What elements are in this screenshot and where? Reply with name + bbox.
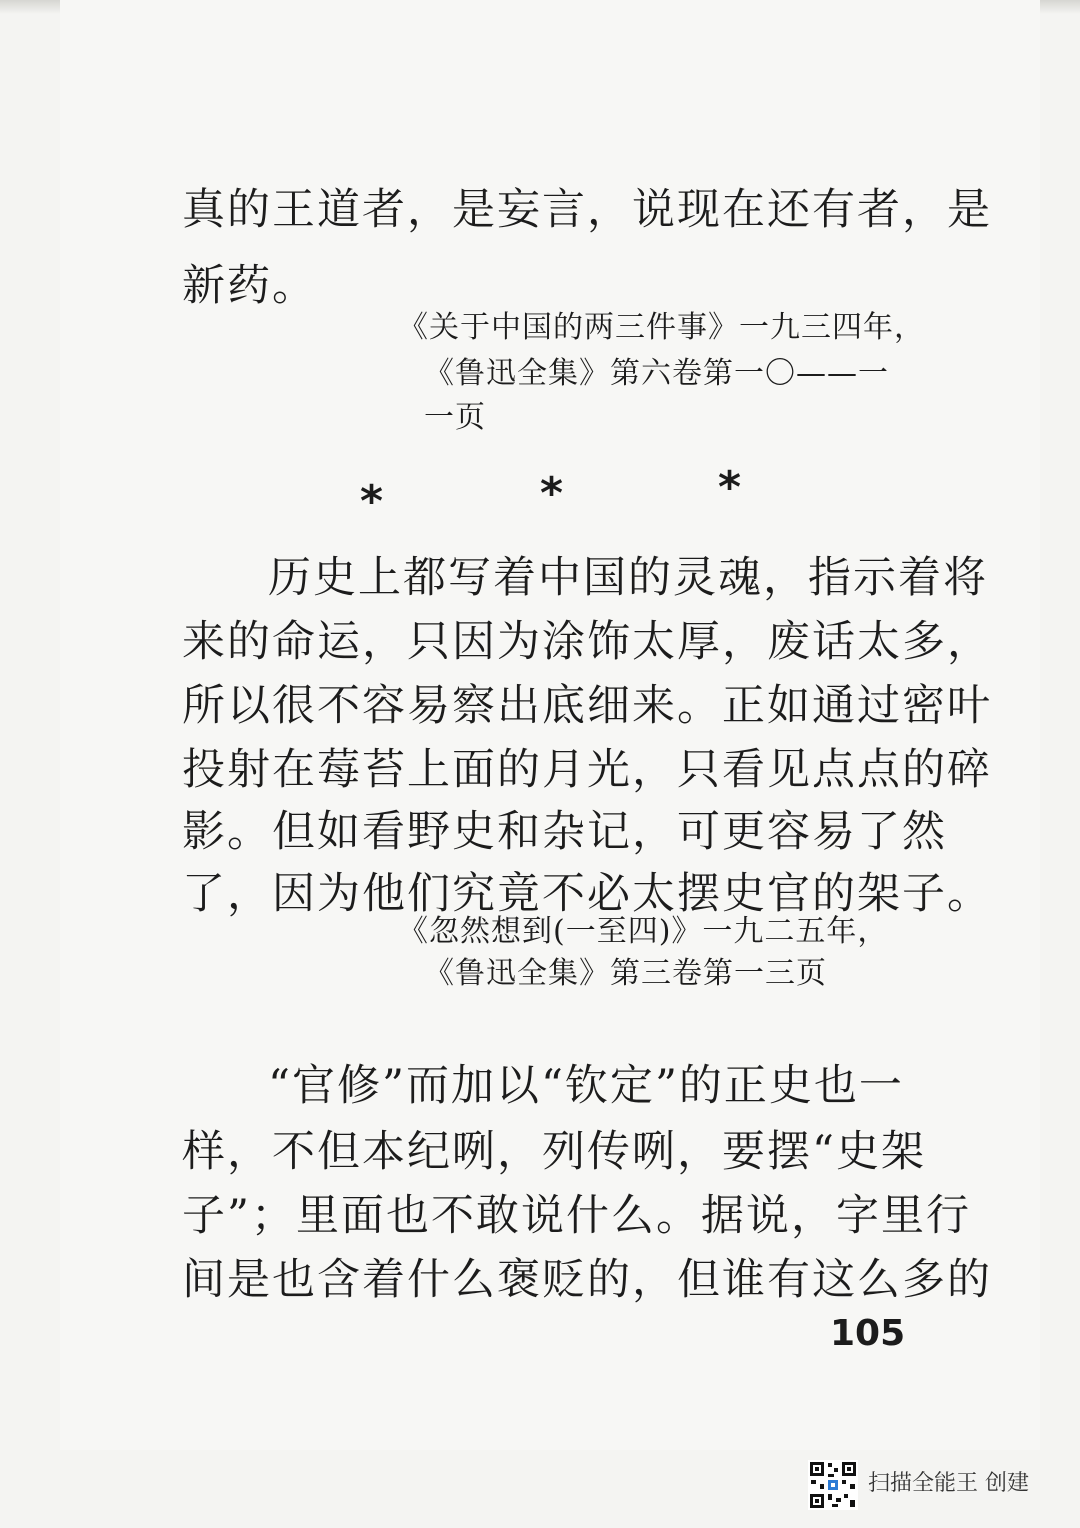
citation-line: 一页 — [424, 400, 486, 435]
body-text-line: 子”；里面也不敢说什么。据说，字里行 — [182, 1191, 971, 1241]
body-text-line: 间是也含着什么褒贬的，但谁有这么多的 — [182, 1255, 992, 1305]
asterisk-icon: * — [718, 462, 742, 513]
citation-line: 《关于中国的两三件事》一九三四年， — [398, 310, 925, 345]
citation-line: 《鲁迅全集》第六卷第一〇——一 — [424, 356, 889, 391]
body-text-line: 影。但如看野史和杂记，可更容易了然 — [182, 807, 947, 857]
page-number: 105 — [830, 1313, 906, 1354]
body-text-line: 来的命运，只因为涂饰太厚，废话太多， — [182, 617, 992, 667]
scanner-watermark — [808, 1460, 1058, 1510]
body-text-line: 新药。 — [182, 261, 317, 311]
body-text-line: 投射在莓苔上面的月光，只看见点点的碎 — [182, 745, 992, 795]
body-text-line: 所以很不容易察出底细来。正如通过密叶 — [182, 681, 992, 731]
asterisk-icon: * — [360, 476, 384, 527]
watermark-text: 扫描全能王 创建 — [868, 1471, 1029, 1496]
citation-line: 《鲁迅全集》第三卷第一三页 — [424, 956, 827, 991]
section-divider — [350, 462, 770, 527]
body-text-line: 了，因为他们究竟不必太摆史官的架子。 — [182, 869, 992, 919]
body-text-line: “官修”而加以“钦定”的正史也一 — [268, 1061, 904, 1111]
qr-code-icon — [808, 1460, 858, 1510]
asterisk-icon: * — [540, 468, 564, 519]
body-text-line: 真的王道者，是妄言，说现在还有者，是 — [182, 185, 992, 235]
citation-line: 《忽然想到(一至四)》一九二五年， — [398, 914, 889, 949]
body-text-line: 样，不但本纪咧，列传咧，要摆“史架 — [182, 1127, 926, 1177]
body-text-line: 历史上都写着中国的灵魂，指示着将 — [268, 553, 988, 603]
